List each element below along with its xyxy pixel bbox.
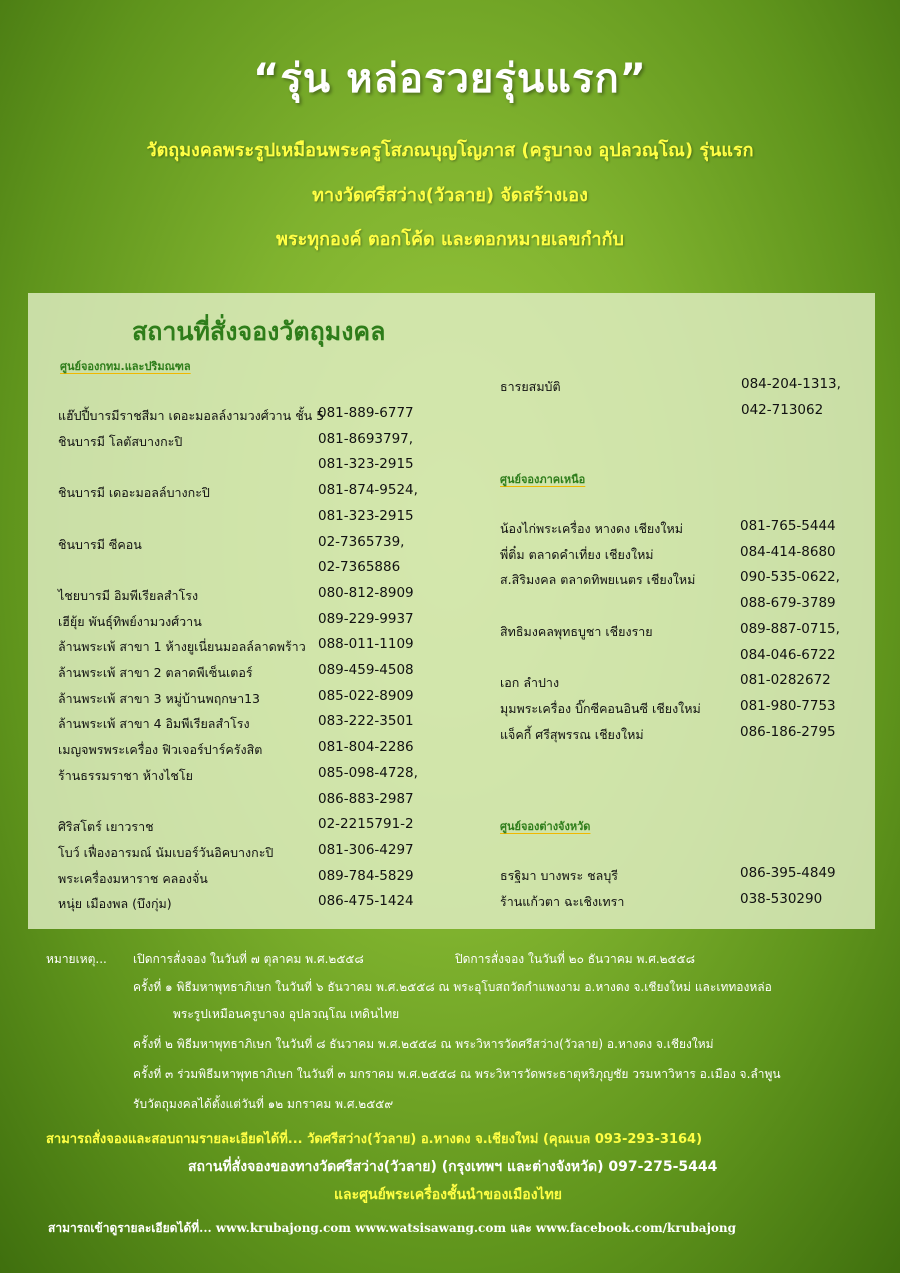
location-name: ชินบารมี เดอะมอลล์บางกะปิ [58,485,210,501]
location-name: พี่ติ๋ม ตลาดคำเที่ยง เชียงใหม่ [500,546,654,562]
section-north: ศูนย์จองภาคเหนือ [500,473,586,486]
location-phone: 083-222-3501 [318,713,414,730]
location-name: ศิริสโตร์ เยาวราช [58,819,154,835]
location-phone: 081-306-4297 [318,841,414,858]
location-phone: 02-7365886 [318,559,401,576]
location-phone: 02-2215791-2 [318,816,414,833]
location-name: ล้านพระเพ้ สาขา 3 หมู่บ้านพฤกษา13 [58,690,261,706]
location-name: แจ็คกี้ ศรีสุพรรณ เชียงใหม่ [500,726,644,742]
location-name: ธรฐิมา บางพระ ชลบุรี [500,868,618,883]
location-phone: 089-229-9937 [318,610,414,627]
location-phone: 081-323-2915 [318,456,414,473]
location-phone: 042-713062 [741,402,824,418]
notes-line-1: ครั้งที่ ๑ พิธีมหาพุทธาภิเษก ในวันที่ ๖ ธันวาคม พ.ศ.๒๕๕๘ ณ พระอุโบสถวัดกำแพงงาม อ.หางดง จ.เชียงใหม่ และเททองหล่อ [133,980,772,994]
location-name: แฮ๊ปปี้บารมีราชสีมา เดอะมอลล์งามวงศ์วาน ชั้น 5 [58,408,325,423]
location-phone: 02-7365739, [318,533,405,550]
location-name: ธารยสมบัติ [500,379,561,394]
location-name: ไชยบารมี อิมพีเรียลสำโรง [58,587,199,603]
section-provinces: ศูนย์จองต่างจังหวัด [500,820,591,833]
location-phone: 090-535-0622, [740,569,840,586]
notes-line-3: ครั้งที่ ๓ ร่วมพิธีมหาพุทธาภิเษก ในวันที่ ๓ มกราคม พ.ศ.๒๕๕๘ ณ พระวิหารวัดพระธาตุหริภุญชัย วรมหาวิหาร อ.เมือง จ.ลำพูน [133,1067,781,1081]
location-phone: 088-679-3789 [740,595,836,612]
footer-inquiry: สามารถสั่งจองและสอบถามรายละเอียดได้ที่... วัดศรีสว่าง(วัวลาย) อ.หางดง จ.เชียงใหม่ (คุณเบล 093-293-3164) [46,1132,703,1147]
footer-bkk-phone: สถานที่สั่งจองของทางวัดศรีสว่าง(วัวลาย) (กรุงเทพฯ และต่างจังหวัด) 097-275-5444 [188,1159,718,1175]
location-phone: 089-459-4508 [318,662,414,678]
location-phone: 081-0282672 [740,672,831,689]
location-phone: 086-186-2795 [740,723,836,740]
location-phone: 081-874-9524, [318,482,418,499]
notes-close-date: ปิดการสั่งจอง ในวันที่ ๒๐ ธันวาคม พ.ศ.๒๕๕๘ [455,952,695,966]
location-name: ส.สิริมงคล ตลาดทิพยเนตร เชียงใหม่ [500,572,696,588]
location-name: เอก ลำปาง [500,675,560,691]
location-phone: 081-889-6777 [318,405,414,421]
section-bangkok: ศูนย์จองกทม.และปริมณฑล [60,360,191,373]
location-phone: 089-887-0715, [740,620,840,637]
location-name: มุมพระเครื่อง บิ๊กซีคอนอินซี เชียงใหม่ [500,700,701,716]
notes-line-2: ครั้งที่ ๒ พิธีมหาพุทธาภิเษก ในวันที่ ๘ ธันวาคม พ.ศ.๒๕๕๘ ณ พระวิหารวัดศรีสว่าง(วัวลาย) อ.หางดง จ.เชียงใหม่ [133,1037,714,1051]
location-name: โบว์ เฟื่องอารมณ์ นัมเบอร์วันอิคบางกะปิ [58,844,274,860]
location-phone: 085-098-4728, [318,764,418,781]
location-name: ร้านแก้วตา ฉะเชิงเทรา [500,893,625,909]
location-name: ล้านพระเพ้ สาขา 2 ตลาดพีเซ็นเตอร์ [58,665,253,680]
location-name: ล้านพระเพ้ สาขา 4 อิมพีเรียลสำโรง [58,716,250,732]
subtitle-line-2: ทางวัดศรีสว่าง(วัวลาย) จัดสร้างเอง [312,185,588,206]
subtitle-line-1: วัตถุมงคลพระรูปเหมือนพระครูโสภณบุญโญภาส (ครูบาจง อุปลวณฺโณ) รุ่นแรก [146,140,754,161]
location-phone: 086-883-2987 [318,790,414,807]
location-phone: 088-011-1109 [318,636,414,653]
location-phone: 084-204-1313, [741,376,841,392]
location-phone: 081-980-7753 [740,697,836,714]
location-name: น้องไก่พระเครื่อง หางดง เชียงใหม่ [500,521,683,536]
location-name: หนุ่ย เมืองพล (บึงกุ่ม) [58,896,172,912]
location-name: ชินบารมี โลตัสบางกะปิ [58,433,183,449]
location-phone: 086-475-1424 [318,893,414,910]
subtitle-line-3: พระทุกองค์ ตอกโค้ด และตอกหมายเลขกำกับ [276,229,624,250]
location-phone: 089-784-5829 [318,867,414,884]
location-name: เฮียุ้ย พันธุ์ทิพย์งามวงศ์วาน [58,613,202,629]
location-phone: 038-530290 [740,890,823,907]
notes-label: หมายเหตุ... [46,952,107,966]
footer-websites: สามารถเข้าดูรายละเอียดได้ที่... www.krubajong.com www.watsisawang.com และ www.facebook.com/krubajong [48,1221,737,1235]
location-phone: 086-395-4849 [740,865,836,881]
notes-open-date: เปิดการสั่งจอง ในวันที่ ๗ ตุลาคม พ.ศ.๒๕๕๘ [133,952,364,966]
footer-centers: และศูนย์พระเครื่องชั้นนำของเมืองไทย [334,1187,563,1203]
location-name: ชินบารมี ซีคอน [58,536,142,552]
notes-line-4: รับวัตถุมงคลได้ตั้งแต่วันที่ ๑๒ มกราคม พ.ศ.๒๕๕๙ [133,1097,394,1111]
notes-line-1b: พระรูปเหมือนครูบาจง อุปลวณฺโณ เทดินไทย [173,1007,400,1021]
location-name: พระเครื่องมหาราช คลองจั่น [58,870,208,886]
panel-title: สถานที่สั่งจองวัตถุมงคล [132,317,386,346]
location-phone: 081-804-2286 [318,739,414,756]
location-name: เมญจพรพระเครื่อง ฟิวเจอร์ปาร์ครังสิต [58,742,263,758]
location-phone: 080-812-8909 [318,584,414,601]
location-phone: 081-8693797, [318,430,414,447]
location-phone: 084-046-6722 [740,646,836,663]
location-phone: 085-022-8909 [318,687,414,704]
location-name: ร้านธรรมราชา ห้างไชโย [58,767,193,783]
page-title: “รุ่น หล่อรวยรุ่นแรก” [253,56,647,102]
location-phone: 081-765-5444 [740,518,836,534]
location-name: ล้านพระเพ้ สาขา 1 ห้างยูเนี่ยนมอลล์ลาดพร้าว [58,639,306,655]
location-phone: 084-414-8680 [740,543,836,560]
location-phone: 081-323-2915 [318,507,414,524]
location-name: สิทธิมงคลพุทธบูชา เชียงราย [500,623,653,639]
